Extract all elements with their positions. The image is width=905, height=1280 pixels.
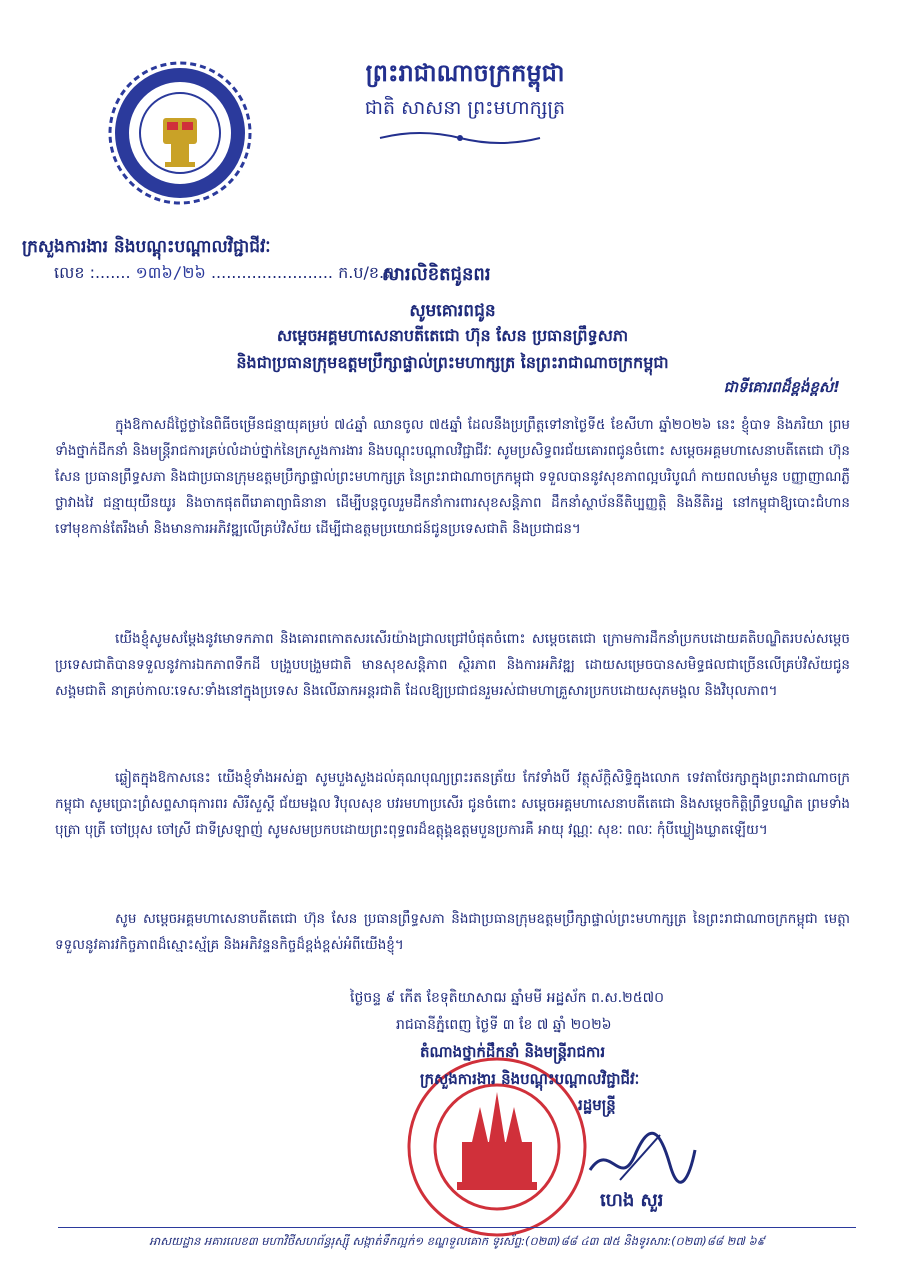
- addressee-greeting: សូមគោរពជូន: [409, 301, 496, 321]
- signatory-title-1: តំណាងថ្នាក់ដឹកនាំ និងមន្ត្រីរាជការ: [420, 1043, 606, 1061]
- reference-number: លេខ :....... ១៣៦/២៦ ........................ ក.ប/ខ.ល: [54, 263, 400, 282]
- reference-label: លេខ: [54, 263, 85, 282]
- letter-type: សារលិខិតជូនពរ: [382, 264, 491, 285]
- national-motto: ជាតិ សាសនា ព្រះមហាក្សត្រ: [364, 97, 566, 119]
- solar-date: រាជធានីភ្នំពេញ ថ្ងៃទី ៣ ខែ ៧ ឆ្នាំ ២០២៦: [396, 1017, 612, 1033]
- signatory-title-2: ក្រសួងការងារ និងបណ្តុះបណ្តាលវិជ្ជាជីវៈ: [420, 1070, 640, 1088]
- body-paragraph-2: យើងខ្ញុំសូមសម្តែងនូវមោទកភាព និងគោរពកោតសរសើរយ៉ាងជ្រាលជ្រៅបំផុតចំពោះ សម្តេចតេជោ ក្រោមការដឹកនាំប្រកបដោយគតិបណ្ឌិតរបស់សម្តេច ប្រទេសជាតិបានទទួលនូវការឯកភាពទឹកដី បង្រួបបង្រួមជាតិ មានសុខសន្តិភាព ស្ថិរភាព និងការអភិវឌ្ឍ ដោយសម្រេចបានសមិទ្ធផលជាច្រើនលើគ្រប់វិស័យជូនសង្គមជាតិ នាគ្រប់កាលៈទេសៈទាំងនៅក្នុងប្រទេស និងលើឆាកអន្តរជាតិ ដែលឱ្យប្រជាជនរួមរស់ជាមហាគ្រួសារប្រកបដោយសុភមង្គល និងវិបុលភាព។: [55, 631, 850, 699]
- body-paragraph-4: សូម សម្តេចអគ្គមហាសេនាបតីតេជោ ហ៊ុន សែន ប្រធានព្រឹទ្ធសភា និងជាប្រធានក្រុមឧត្តមប្រឹក្សាផ្ទាល់ព្រះមហាក្សត្រ នៃព្រះរាជាណាចក្រកម្ពុជា មេត្តាទទួលនូវគារវកិច្ចភាពដ៏ស្មោះស្ម័គ្រ និងអភិវន្ទនកិច្ចដ៏ខ្ពង់ខ្ពស់អំពីយើងខ្ញុំ។: [55, 911, 850, 953]
- reference-suffix: ក.ប/ខ.ល: [338, 263, 400, 282]
- footer-address: អាសយដ្ឋាន អគារលេខ៣ មហាវិថីសហព័ន្ធរុស្ស៊ី សង្កាត់ទឹកល្អក់១ ខណ្ឌទួលគោក ទូរស័ព្ទ:(០២៣)៨៨ ៤៣ ៧៥ និងទូរសារ:(០២៣)៨៨ ២៧ ៦៩: [149, 1234, 765, 1248]
- signatory-name: ហេង សួរ: [600, 1190, 664, 1211]
- footer-divider: [58, 1227, 856, 1228]
- body-paragraph-3: ឆ្លៀតក្នុងឱកាសនេះ យើងខ្ញុំទាំងអស់គ្នា សូមបួងសួងដល់គុណបុណ្យព្រះរតនត្រ័យ កែវទាំងបី វត្ថុស័ក្តិសិទ្ធិក្នុងលោក ទេវតាថែរក្សាក្នុងព្រះរាជាណាចក្រកម្ពុជា សូមប្រោះព្រំសព្ទសាធុការពរ សិរីសួស្តី ជ័យមង្គល វិបុលសុខ បវរមហាប្រសើរ ជូនចំពោះ សម្តេចអគ្គមហាសេនាបតីតេជោ និងសម្តេចកិត្តិព្រឹទ្ធបណ្ឌិត ព្រមទាំង បុត្រា បុត្រី ចៅប្រុស ចៅស្រី ជាទីស្រឡាញ់ សូមសមប្រកបដោយព្រះពុទ្ធពរដ៏ឧត្តុង្គឧត្តមបួនប្រការគឺ អាយុ វណ្ណៈ សុខៈ ពលៈ កុំបីឃ្លៀងឃ្លាតឡើយ។: [55, 770, 850, 838]
- kingdom-title: ព្រះរាជាណាចក្រកម្ពុជា: [365, 59, 565, 87]
- addressee-line-2: និងជាប្រធានក្រុមឧត្តមប្រឹក្សាផ្ទាល់ព្រះមហាក្សត្រ នៃព្រះរាជាណាចក្រកម្ពុជា: [236, 353, 669, 372]
- addressee-line-1: សម្តេចអគ្គមហាសេនាបតីតេជោ ហ៊ុន សែន ប្រធានព្រឹទ្ធសភា: [276, 326, 629, 345]
- ministry-logo: [105, 58, 255, 208]
- addressee-line-3: ជាទីគោរពដ៏ខ្ពង់ខ្ពស់!: [723, 378, 840, 396]
- motto-ornament: [375, 128, 545, 152]
- reference-number-value: ១៣៦/២៦: [135, 263, 206, 282]
- lunar-date: ថ្ងៃចន្ទ ៩ កើត ខែទុតិយាសាឍ ឆ្នាំមមី អដ្ឋស័ក ព.ស.២៥៧០: [350, 990, 665, 1006]
- ministry-name: ក្រសួងការងារ និងបណ្តុះបណ្តាលវិជ្ជាជីវៈ: [22, 237, 271, 257]
- signatory-title-3: រដ្ឋមន្ត្រី: [578, 1096, 616, 1114]
- body-paragraph-1: ក្នុងឱកាសដ៏ថ្លៃថ្លានៃពិធីចម្រើនជន្មាយុគម្រប់ ៧៤ឆ្នាំ ឈានចូល ៧៥ឆ្នាំ ដែលនឹងប្រព្រឹត្តទៅនាថ្ងៃទី៥ ខែសីហា ឆ្នាំ២០២៦ នេះ ខ្ញុំបាទ និងភរិយា ព្រមទាំងថ្នាក់ដឹកនាំ និងមន្ត្រីរាជការគ្រប់លំដាប់ថ្នាក់នៃក្រសួងការងារ និងបណ្តុះបណ្តាលវិជ្ជាជីវៈ សូមប្រសិទ្ធពរជ័យគោរពជូនចំពោះ សម្តេចអគ្គមហាសេនាបតីតេជោ ហ៊ុន សែន ប្រធានព្រឹទ្ធសភា និងជាប្រធានក្រុមឧត្តមប្រឹក្សាផ្ទាល់ព្រះមហាក្សត្រ នៃព្រះរាជាណាចក្រកម្ពុជា ទទួលបាននូវសុខភាពល្អបរិបូណ៌ កាយពលមាំមួន បញ្ញាញាណភ្លឺថ្លាវាងវៃ ជន្មាយុយឺនយូរ និងចាកផុតពីរោគាព្យាធិនានា ដើម្បីបន្តចូលរួមដឹកនាំការពារសុខសន្តិភាព ដឹកនាំស្ថាប័ននីតិប្បញ្ញត្តិ និងនីតិរដ្ឋ នៅកម្ពុជាឱ្យបោះជំហានទៅមុខកាន់តែរឹងមាំ និងមានការអភិវឌ្ឍលើគ្រប់វិស័យ ដើម្បីជាឧត្តមប្រយោជន៍ជូនប្រទេសជាតិ និងប្រជាជន។: [55, 417, 850, 537]
